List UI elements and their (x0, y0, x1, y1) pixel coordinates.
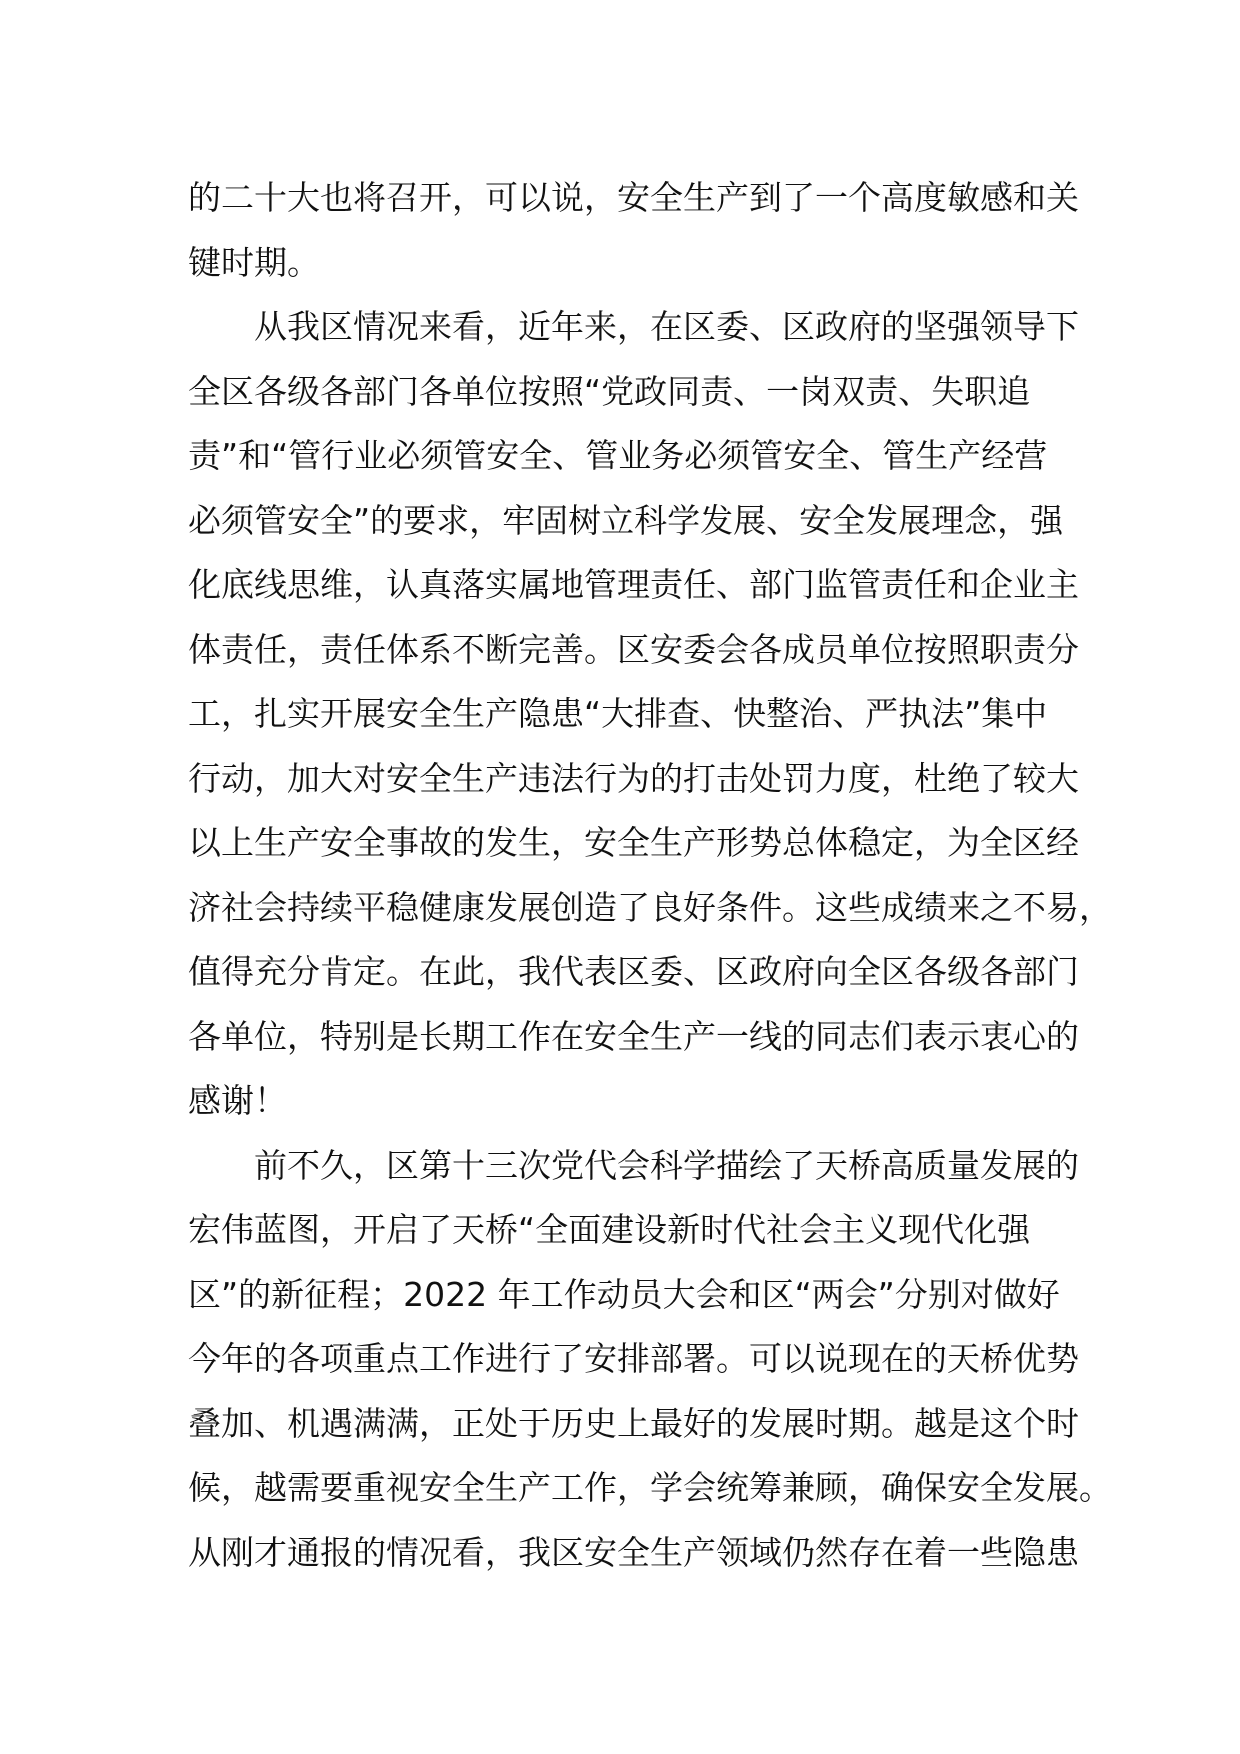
text-line-5: 责”和“管行业必须管安全、管业务必须管安全、管生产经营 (188, 436, 1048, 475)
text-line-19: 今年的各项重点工作进行了安排部署。可以说现在的天桥优势 (188, 1339, 1079, 1378)
text-line-22: 从刚才通报的情况看，我区安全生产领域仍然存在着一些隐患 (188, 1532, 1079, 1572)
text-line-2: 键时期。 (188, 242, 320, 282)
text-line-7: 化底线思维，认真落实属地管理责任、部门监管责任和企业主 (188, 565, 1079, 604)
text-line-8: 体责任，责任体系不断完善。区安委会各成员单位按照职责分 (188, 629, 1079, 669)
body-text (188, 166, 1112, 1585)
text-line-13: 值得充分肯定。在此，我代表区委、区政府向全区各级各部门 (188, 952, 1079, 991)
text-line-20: 叠加、机遇满满，正处于历史上最好的发展时期。越是这个时 (188, 1403, 1079, 1443)
text-line-16: 前不久，区第十三次党代会科学描绘了天桥高质量发展的 (188, 1145, 1079, 1185)
text-line-10: 行动，加大对安全生产违法行为的打击处罚力度，杜绝了较大 (188, 758, 1079, 798)
text-line-17: 宏伟蓝图，开启了天桥“全面建设新时代社会主义现代化强 (188, 1210, 1031, 1249)
text-line-14: 各单位，特别是长期工作在安全生产一线的同志们表示衷心的 (188, 1016, 1079, 1056)
text-line-4: 全区各级各部门各单位按照“党政同责、一岗双责、失职追 (188, 371, 1031, 411)
text-line-18: 区”的新征程；2022 年工作动员大会和区“两会”分别对做好 (188, 1274, 1060, 1314)
text-line-12: 济社会持续平稳健康发展创造了良好条件。这些成绩来之不易， (188, 887, 1112, 927)
text-line-9: 工，扎实开展安全生产隐患“大排查、快整治、严执法”集中 (188, 694, 1048, 733)
text-line-3: 从我区情况来看，近年来，在区委、区政府的坚强领导下 (188, 307, 1079, 346)
text-line-15: 感谢！ (188, 1081, 287, 1120)
text-line-1: 的二十大也将召开，可以说，安全生产到了一个高度敏感和关 (188, 178, 1079, 217)
text-line-11: 以上生产安全事故的发生，安全生产形势总体稳定，为全区经 (188, 823, 1079, 862)
text-line-21: 候，越需要重视安全生产工作，学会统筹兼顾，确保安全发展。 (188, 1468, 1112, 1507)
text-line-6: 必须管安全”的要求，牢固树立科学发展、安全发展理念，强 (188, 500, 1064, 540)
